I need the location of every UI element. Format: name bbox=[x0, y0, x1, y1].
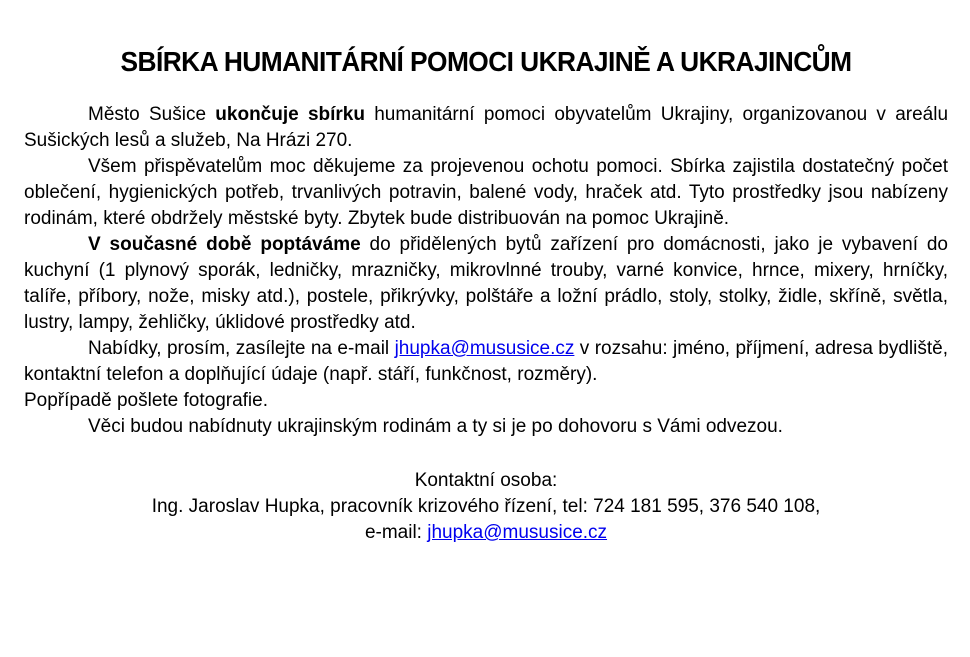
contact-person: Ing. Jaroslav Hupka, pracovník krizového řízení, tel: 724 181 595, 376 540 108, bbox=[151, 496, 821, 517]
paragraph-photos: Popřípadě pošlete fotografie. bbox=[24, 390, 269, 411]
paragraph-text: humanitární pomoci obyvatelům Ukrajiny, organizovanou v areálu Sušických lesů a služeb, Na Hrázi 270. bbox=[24, 104, 949, 151]
document-page bbox=[24, 0, 948, 546]
email-link[interactable]: jhupka@mususice.cz bbox=[394, 338, 575, 359]
page-title: SBÍRKA HUMANITÁRNÍ POMOCI UKRAJINĚ A UKRAJINCŮM bbox=[120, 46, 852, 77]
paragraph-text: Nabídky, prosím, zasílejte na e-mail bbox=[88, 338, 395, 359]
document-body bbox=[24, 102, 948, 440]
paragraph-request bbox=[24, 232, 948, 336]
contact-heading: Kontaktní osoba: bbox=[414, 470, 558, 491]
paragraph-offers bbox=[24, 336, 948, 388]
paragraph-text: do přidělených bytů zařízení pro domácnosti, jako je vybavení do kuchyní (1 plynový sporák, ledničky, mrazničky, mikrovlnné trouby, varné konvice, hrnce, mixery, hrníčky, talíře, příbory, nože, misky atd.), postele, přikrývky, polštáře a ložní prádlo, stoly, stolky, židle, skříně, světla, lustry, lampy, žehličky, úklidové prostředky atd. bbox=[24, 234, 948, 333]
bold-phrase: ukončuje sbírku bbox=[215, 104, 365, 125]
paragraph-text: Město Sušice bbox=[88, 104, 216, 125]
paragraph-delivery: Věci budou nabídnuty ukrajinským rodinám a ty si je po dohovoru s Vámi odvezou. bbox=[88, 416, 783, 437]
bold-phrase: V současné době poptáváme bbox=[88, 234, 361, 255]
contact-block bbox=[24, 468, 948, 546]
contact-email-link[interactable]: jhupka@mususice.cz bbox=[427, 522, 608, 543]
paragraph-text: v rozsahu: jméno, příjmení, adresa bydliště, kontaktní telefon a doplňující údaje (např. stáří, funkčnost, rozměry). bbox=[24, 338, 948, 385]
paragraph-thanks: Všem přispěvatelům moc děkujeme za projevenou ochotu pomoci. Sbírka zajistila dostatečný počet oblečení, hygienických potřeb, trvanlivých potravin, balené vody, hraček atd. Tyto prostředky jsou nabízeny rodinám, které obdržely městské byty. Zbytek bude distribuován na pomoc Ukrajině. bbox=[24, 156, 948, 229]
contact-email-prefix: e-mail: bbox=[364, 522, 428, 543]
contact-email-line bbox=[24, 520, 948, 546]
paragraph-collection-end bbox=[24, 102, 948, 154]
